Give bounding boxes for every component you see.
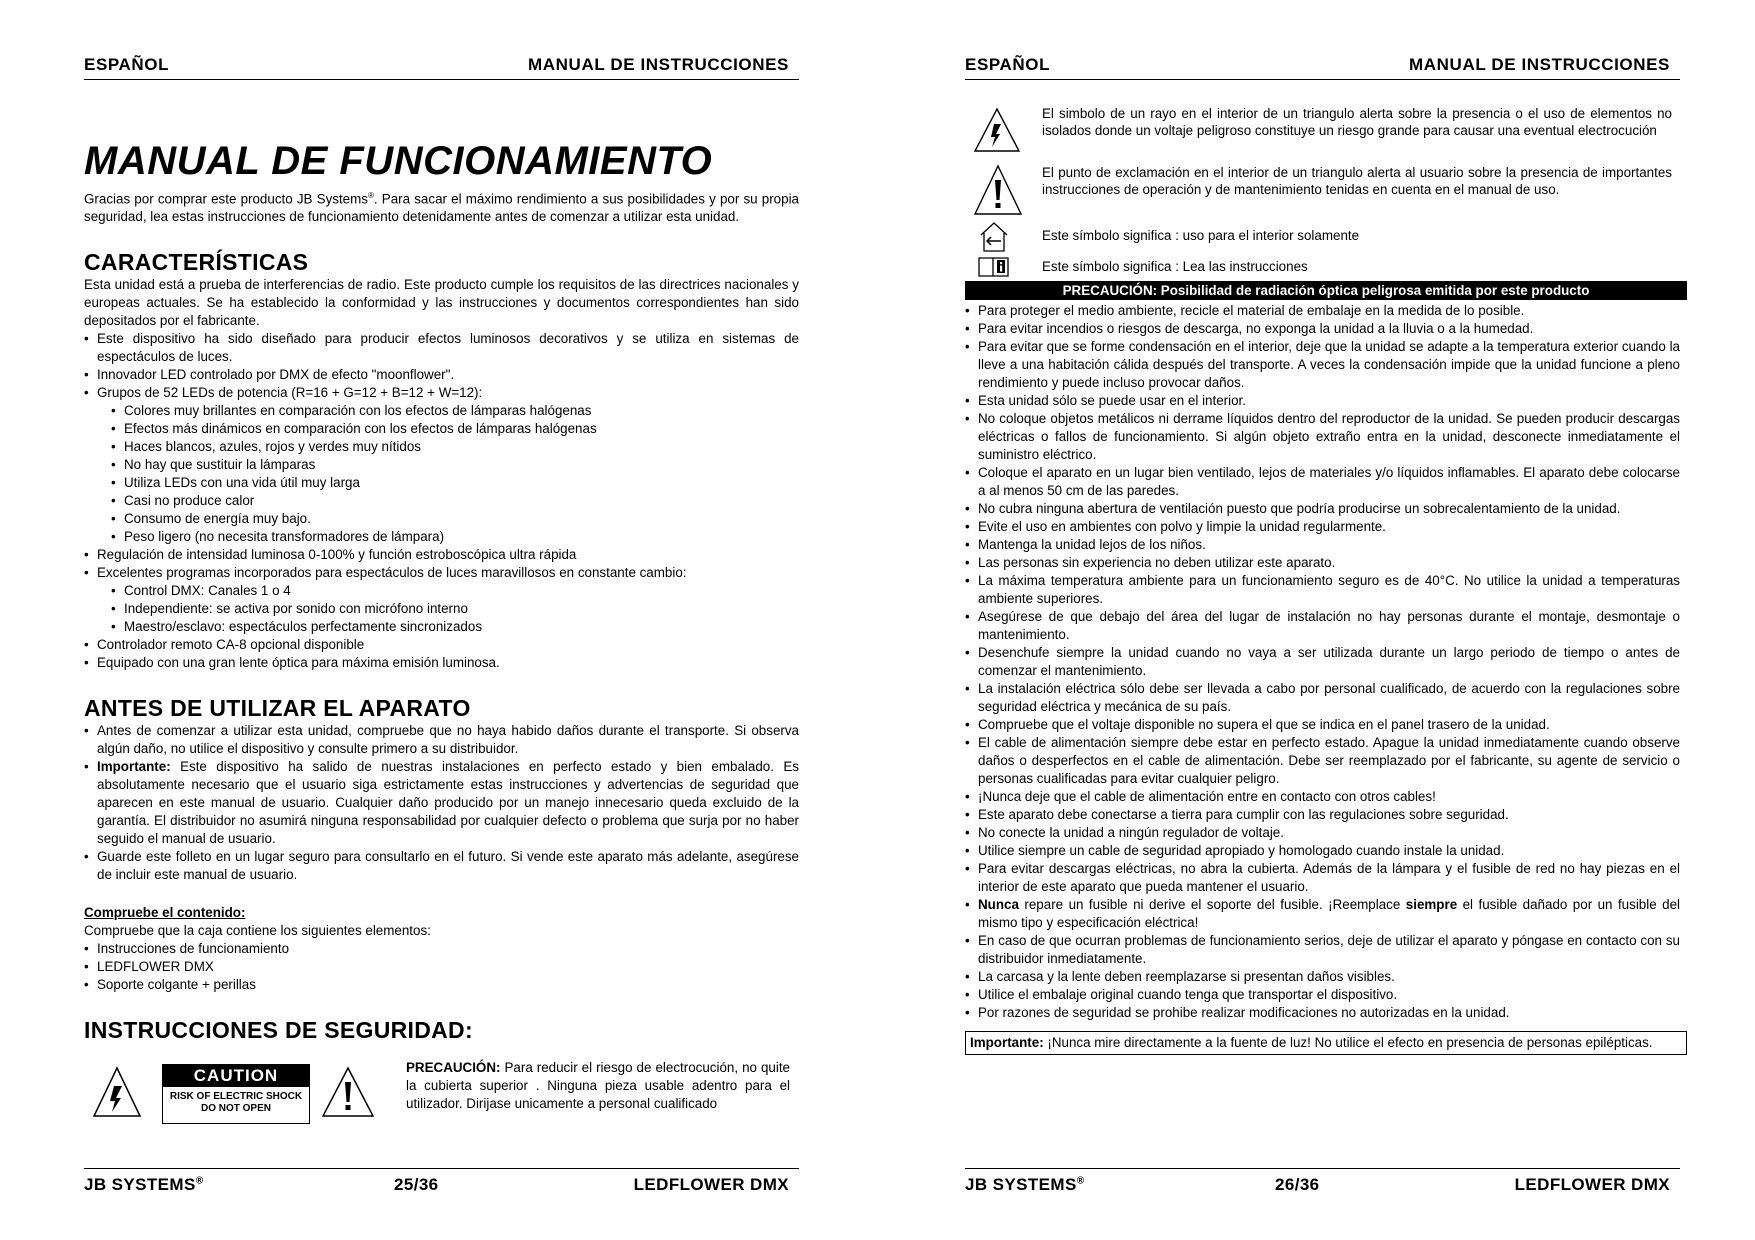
list-item: • Desenchufe siempre la unidad cuando no vaya a ser utilizada durante un largo periodo de tiempo o antes de comenzar el mantenimiento. [965, 644, 1680, 680]
list-item: • Excelentes programas incorporados para espectáculos de luces maravillosos en constante cambio: [84, 564, 799, 582]
exclamation-triangle-icon [321, 1066, 375, 1118]
features-list-3 [84, 636, 799, 672]
list-item: • Mantenga la unidad lejos de los niños. [965, 536, 1680, 554]
list-item: • Independiente: se activa por sonido con micrófono interno [111, 600, 799, 618]
list-item: • Por razones de seguridad se prohibe realizar modificaciones no autorizadas en la unidad. [965, 1004, 1680, 1022]
precaution-text: PRECAUCIÓN: Para reducir el riesgo de electrocución, no quite la cubierta superior . Ninguna pieza usable adentro para el utilizador. Dirijase unicamente a personal cualificado [406, 1060, 790, 1111]
important-notice: Importante: ¡Nunca mire directamente a la fuente de luz! No utilice el efecto en presencia de personas epilépticas. [965, 1031, 1687, 1055]
list-item: • Guarde este folleto en un lugar seguro para consultarlo en el futuro. Si vende este aparato más adelante, asegúrese de incluir este manual de usuario. [84, 848, 799, 884]
list-item: • Este dispositivo ha sido diseñado para producir efectos luminosos decorativos y se utiliza en sistemas de espectáculos de luces. [84, 330, 799, 366]
list-item: • Antes de comenzar a utilizar esta unidad, compruebe que no haya habido daños durante el transporte. Si observa algún daño, no utilice el dispositivo y consulte primero a su distribuidor. [84, 722, 799, 758]
caution-title: CAUTION [163, 1065, 309, 1087]
list-item: • No coloque objetos metálicos ni derrame líquidos dentro del reproductor de la unidad. Se pueden producir descargas eléctricas o fallos de funcionamiento. Si algún objeto extraño entra en la unidad, desconecte inmediatamente el suministro eléctrico. [965, 410, 1680, 464]
list-item: • No conecte la unidad a ningún regulador de voltaje. [965, 824, 1680, 842]
list-item: • Grupos de 52 LEDs de potencia (R=16 + G=12 + B=12 + W=12): [84, 384, 799, 402]
right-content [965, 302, 1680, 1022]
list-item: • Para evitar descargas eléctricas, no abra la cubierta. Además de la lámpara y el fusible de red no hay piezas en el interior de este aparato que pueda mantener el usuario. [965, 860, 1680, 896]
left-content [84, 138, 799, 1044]
header-title: MANUAL DE INSTRUCCIONES [528, 55, 789, 74]
header-title: MANUAL DE INSTRUCCIONES [1409, 55, 1670, 74]
exclamation-triangle-icon [973, 164, 1023, 216]
list-item: • Asegúrese de que debajo del área del lugar de instalación no hay personas durante el montaje, desmontaje o mantenimiento. [965, 608, 1680, 644]
footer-brand: JB SYSTEMS® [965, 1175, 1085, 1194]
read-instructions-icon [977, 254, 1011, 278]
right-page [965, 0, 1680, 1240]
page-footer [84, 1168, 799, 1199]
symbol-description: El simbolo de un rayo en el interior de un triangulo alerta sobre la presencia o el uso de elementos no isolados donde un voltaje peligroso constituye un riesgo grande para causar una eventual electrocución [1042, 106, 1672, 138]
before-use-heading: ANTES DE UTILIZAR EL APARATO [84, 695, 471, 722]
caution-line-1: RISK OF ELECTRIC SHOCK [169, 1091, 303, 1102]
list-item: • Para proteger el medio ambiente, recicle el material de embalaje en la medida de lo posible. [965, 302, 1680, 320]
list-item: • Control DMX: Canales 1 o 4 [111, 582, 799, 600]
list-item: • Evite el uso en ambientes con polvo y limpie la unidad regularmente. [965, 518, 1680, 536]
led-sublist [84, 402, 799, 546]
indoor-use-icon [979, 221, 1009, 253]
list-item: • Esta unidad sólo se puede usar en el interior. [965, 392, 1680, 410]
footer-model: LEDFLOWER DMX [633, 1175, 789, 1194]
list-item: • Importante: Este dispositivo ha salido de nuestras instalaciones en perfecto estado y bien embalado. Es absolutamente necesario que el usuario siga estrictamente estas instrucciones y advertencias de seguridad que aparecen en este manual de usuario. Cualquier daño producido por un manejo innecesario queda excluido de la garantía. El distribuidor no asumirá ninguna responsabilidad por cualquier defecto o problema que surja por no haber seguido el manual de usuario. [84, 758, 799, 848]
safety-heading: INSTRUCCIONES DE SEGURIDAD: [84, 1017, 473, 1044]
caution-label [162, 1064, 310, 1124]
caution-line-2: DO NOT OPEN [200, 1103, 271, 1114]
list-item: • Controlador remoto CA-8 opcional disponible [84, 636, 799, 654]
page-number: 25/36 [394, 1175, 439, 1194]
list-item: • Compruebe que el voltaje disponible no supera el que se indica en el panel trasero de la unidad. [965, 716, 1680, 734]
left-page [84, 0, 799, 1240]
list-item: • Este aparato debe conectarse a tierra para cumplir con las regulaciones sobre seguridad. [965, 806, 1680, 824]
list-item: • No hay que sustituir la lámparas [111, 456, 799, 474]
list-item: • En caso de que ocurran problemas de funcionamiento serios, deje de utilizar el aparato y póngase en contacto con su distribuidor inmediatamente. [965, 932, 1680, 968]
list-item: • Innovador LED controlado por DMX de efecto "moonflower". [84, 366, 799, 384]
safety-list-fuse [965, 896, 1680, 932]
page-header [84, 55, 799, 80]
lightning-triangle-icon [973, 107, 1021, 153]
page-title: MANUAL DE FUNCIONAMIENTO [84, 139, 713, 183]
header-language: ESPAÑOL [965, 55, 1051, 74]
contents-heading: Compruebe el contenido: [84, 905, 246, 921]
list-item: • Casi no produce calor [111, 492, 799, 510]
before-use-list [84, 722, 799, 884]
list-item: • LEDFLOWER DMX [84, 958, 799, 976]
list-item: • Utiliza LEDs con una vida útil muy larga [111, 474, 799, 492]
list-item: • Nunca repare un fusible ni derive el soporte del fusible. ¡Reemplace siempre el fusible dañado por un fusible del mismo tipo y especificación eléctrica! [965, 896, 1680, 932]
list-item: • Para evitar que se forme condensación en el interior, deje que la unidad se adapte a la temperatura exterior cuando la lleve a una habitación cálida después del transporte. A veces la condensación impide que la unidad funcione a pleno rendimiento y puede incluso provocar daños. [965, 338, 1680, 392]
list-item: • No cubra ninguna abertura de ventilación puesto que podría producirse un sobrecalentamiento de la unidad. [965, 500, 1680, 518]
features-heading: CARACTERÍSTICAS [84, 249, 309, 276]
contents-intro: Compruebe que la caja contiene los siguientes elementos: [84, 923, 431, 939]
list-item: • Utilice el embalaje original cuando tenga que transportar el dispositivo. [965, 986, 1680, 1004]
features-list-2 [84, 546, 799, 582]
footer-brand: JB SYSTEMS® [84, 1175, 204, 1194]
list-item: • La instalación eléctrica sólo debe ser llevada a cabo por personal cualificado, de acuerdo con la regulaciones sobre seguridad eléctrica y mecánica de su país. [965, 680, 1680, 716]
list-item: • Consumo de energía muy bajo. [111, 510, 799, 528]
list-item: • Efectos más dinámicos en comparación con los efectos de lámparas halógenas [111, 420, 799, 438]
list-item: • ¡Nunca deje que el cable de alimentación entre en contacto con otros cables! [965, 788, 1680, 806]
features-intro: Esta unidad está a prueba de interferencias de radio. Este producto cumple los requisitos de las directrices nacionales y europeas actuales. Se ha establecido la conformidad y las instrucciones y documentos correspondientes han sido depositados por el fabricante. [84, 277, 799, 329]
safety-list [965, 302, 1680, 896]
list-item: • Para evitar incendios o riesgos de descarga, no exponga la unidad a la lluvia o a la humedad. [965, 320, 1680, 338]
list-item: • Maestro/esclavo: espectáculos perfectamente sincronizados [111, 618, 799, 636]
list-item: • Regulación de intensidad luminosa 0-100% y función estroboscópica ultra rápida [84, 546, 799, 564]
list-item: • Utilice siempre un cable de seguridad apropiado y homologado cuando instale la unidad. [965, 842, 1680, 860]
features-list [84, 330, 799, 402]
program-sublist [84, 582, 799, 636]
list-item: • Equipado con una gran lente óptica para máxima emisión luminosa. [84, 654, 799, 672]
contents-list [84, 940, 799, 994]
list-item: • Instrucciones de funcionamiento [84, 940, 799, 958]
list-item: • La carcasa y la lente deben reemplazarse si presentan daños visibles. [965, 968, 1680, 986]
list-item: • Soporte colgante + perillas [84, 976, 799, 994]
page-footer [965, 1168, 1680, 1199]
list-item: • Las personas sin experiencia no deben utilizar este aparato. [965, 554, 1680, 572]
list-item: • Haces blancos, azules, rojos y verdes muy nítidos [111, 438, 799, 456]
list-item: • Peso ligero (no necesita transformadores de lámpara) [111, 528, 799, 546]
optical-radiation-warning: PRECAUCIÓN: Posibilidad de radiación óptica peligrosa emitida por este producto [965, 281, 1687, 300]
footer-model: LEDFLOWER DMX [1514, 1175, 1670, 1194]
list-item: • El cable de alimentación siempre debe estar en perfecto estado. Apague la unidad inmediatamente cuando observe daños o desperfectos en el cable de alimentación. Debe ser reemplazado por el fabricante, su agente de servicio o personas cualificadas para evitar cualquier peligro. [965, 734, 1680, 788]
page-header [965, 55, 1680, 80]
header-language: ESPAÑOL [84, 55, 170, 74]
lightning-triangle-icon [92, 1066, 142, 1118]
intro-paragraph: Gracias por comprar este producto JB Systems®. Para sacar el máximo rendimiento a sus posibilidades y por su propia seguridad, lea estas instrucciones de funcionamiento detenidamente antes de comenzar a utilizar esta unidad. [84, 191, 800, 225]
list-item: • La máxima temperatura ambiente para un funcionamiento seguro es de 40°C. No utilice la unidad a temperaturas ambiente superiores. [965, 572, 1680, 608]
symbol-description: Este símbolo significa : Lea las instrucciones [1042, 259, 1308, 274]
symbol-description: El punto de exclamación en el interior de un triangulo alerta al usuario sobre la presencia de importantes instrucciones de operación y de mantenimiento tenidas en cuenta en el manual de uso. [1042, 165, 1672, 197]
safety-list-2 [965, 932, 1680, 1022]
list-item: • Coloque el aparato en un lugar bien ventilado, lejos de materiales y/o líquidos inflamables. El aparato debe colocarse a al menos 50 cm de las paredes. [965, 464, 1680, 500]
symbol-description: Este símbolo significa : uso para el interior solamente [1042, 228, 1360, 243]
list-item: • Colores muy brillantes en comparación con los efectos de lámparas halógenas [111, 402, 799, 420]
page-number: 26/36 [1275, 1175, 1320, 1194]
